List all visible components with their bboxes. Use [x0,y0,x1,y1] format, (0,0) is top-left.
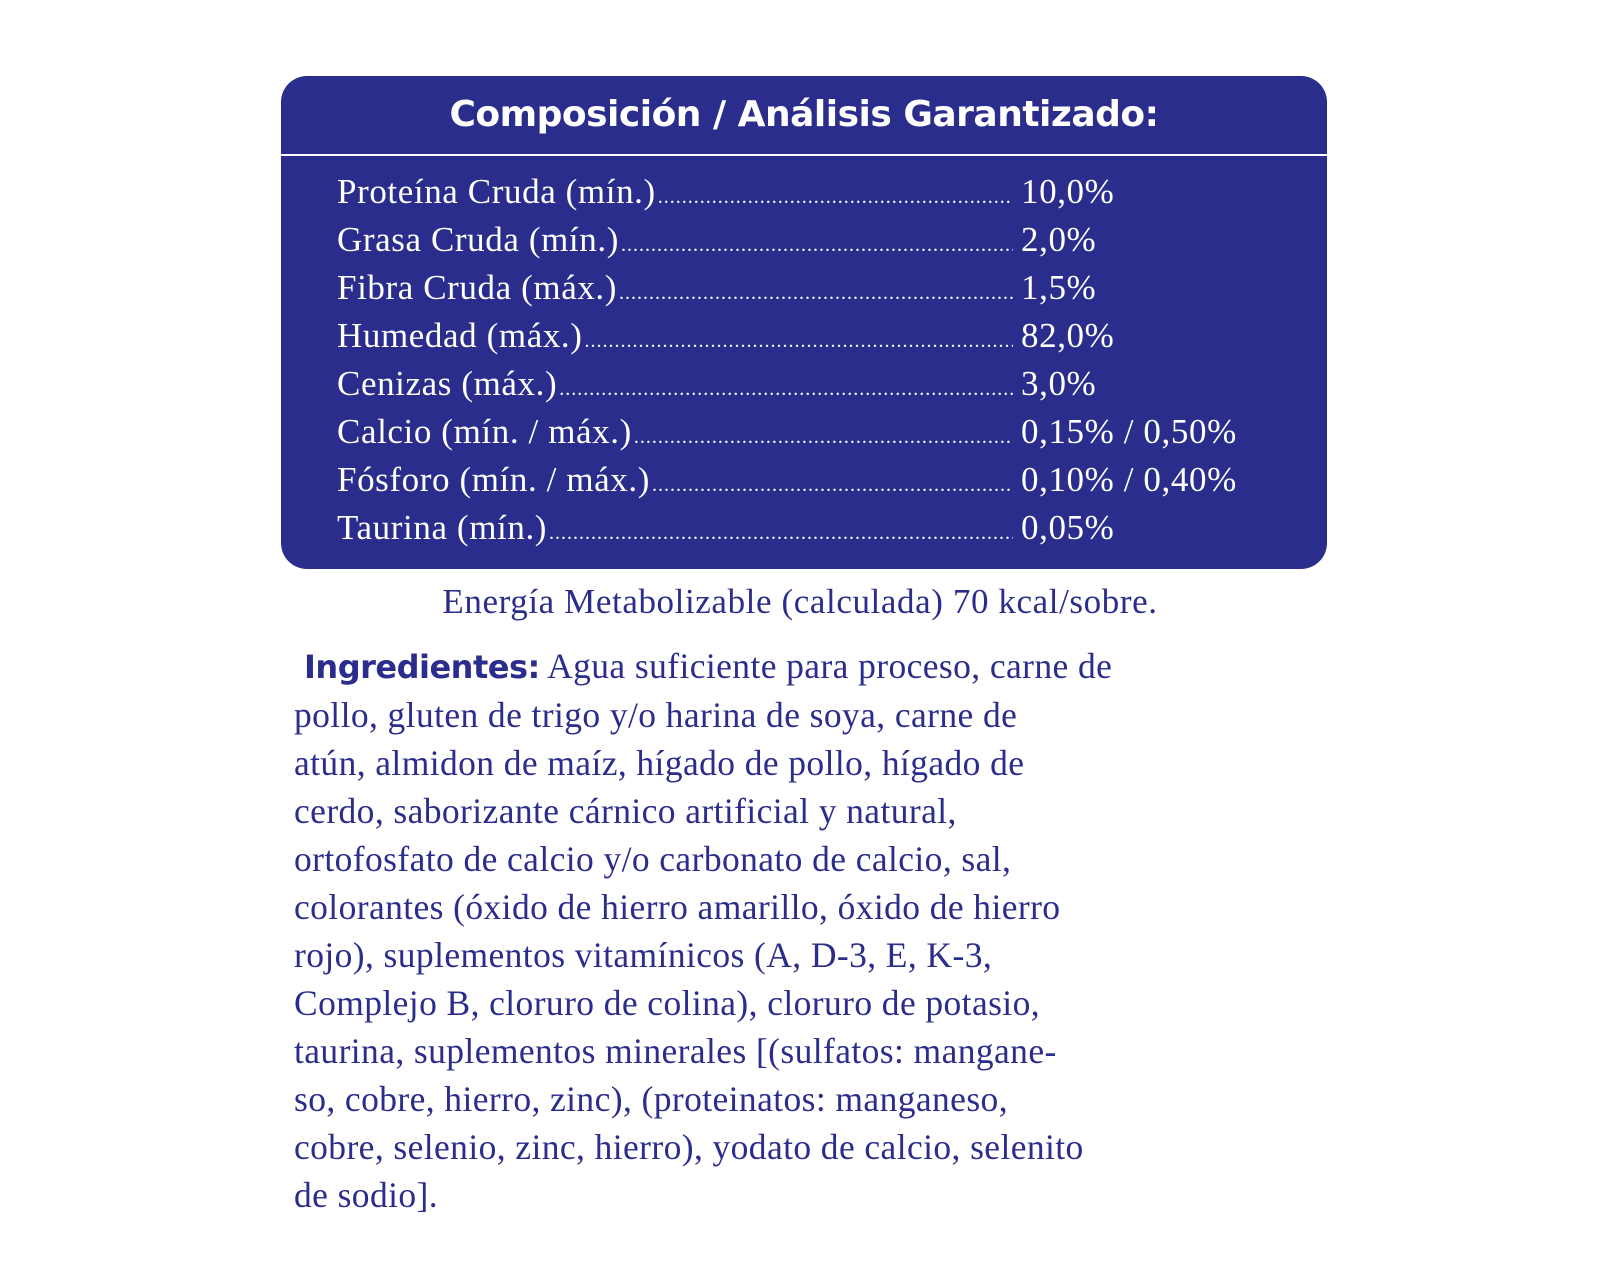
analysis-row-taurine [337,504,1297,552]
analysis-row-fat [337,216,1297,264]
analysis-row-label: Fósforo (mín. / máx.) [337,460,650,499]
ingredients-line: taurina, suplementos minerales [(sulfatos: mangane- [294,1031,1057,1071]
analysis-row-label: Calcio (mín. / máx.) [337,412,632,451]
ingredients-heading: Ingredientes: [304,648,540,686]
ingredients-line [294,642,1334,691]
ingredients-line: cerdo, saborizante cárnico artificial y natural, [294,791,957,831]
dot-leader [549,509,1013,557]
analysis-row-fiber [337,264,1297,312]
analysis-row-value: 0,10% / 0,40% [1021,460,1237,499]
analysis-row-value: 10,0% [1021,172,1115,211]
analysis-row-ash [337,360,1297,408]
ingredients-line: so, cobre, hierro, zinc), (proteinatos: manganeso, [294,1079,1008,1119]
dot-leader [658,173,1013,221]
analysis-row-moisture [337,312,1297,360]
ingredients-line: de sodio]. [294,1175,439,1215]
analysis-row-value: 2,0% [1021,220,1097,259]
analysis-row-protein [337,168,1297,216]
ingredients-line: rojo), suplementos vitamínicos (A, D-3, E, K-3, [294,935,993,975]
ingredients-line: atún, almidon de maíz, hígado de pollo, hígado de [294,743,1025,783]
analysis-rows [337,168,1297,552]
dot-leader [634,413,1013,461]
analysis-title: Composición / Análisis Garantizado: [281,76,1327,156]
dot-leader [559,365,1013,413]
ingredients-text: Agua suficiente para proceso, carne de [539,646,1113,686]
ingredients-line: ortofosfato de calcio y/o carbonato de calcio, sal, [294,839,1012,879]
dot-leader [652,461,1013,509]
analysis-row-phosphorus [337,456,1297,504]
ingredients-line: pollo, gluten de trigo y/o harina de soya, carne de [294,695,1018,735]
analysis-row-value: 1,5% [1021,268,1097,307]
analysis-row-calcium [337,408,1297,456]
metabolizable-energy-text: Energía Metabolizable (calculada) 70 kcal/sobre. [442,582,1158,621]
dot-leader [585,317,1013,365]
dot-leader [621,221,1013,269]
analysis-row-label: Fibra Cruda (máx.) [337,268,618,307]
dot-leader [619,269,1013,317]
analysis-row-value: 0,15% / 0,50% [1021,412,1237,451]
ingredients-line: colorantes (óxido de hierro amarillo, óxido de hierro [294,887,1061,927]
analysis-row-label: Cenizas (máx.) [337,364,558,403]
analysis-row-value: 82,0% [1021,316,1115,355]
guaranteed-analysis-panel [281,76,1327,569]
analysis-row-label: Humedad (máx.) [337,316,583,355]
analysis-row-label: Grasa Cruda (mín.) [337,220,619,259]
ingredients-line: Complejo B, cloruro de colina), cloruro de potasio, [294,983,1041,1023]
analysis-row-value: 3,0% [1021,364,1097,403]
analysis-row-value: 0,05% [1021,508,1115,547]
analysis-row-label: Proteína Cruda (mín.) [337,172,656,211]
ingredients-paragraph [294,642,1334,1219]
analysis-row-label: Taurina (mín.) [337,508,548,547]
ingredients-line: cobre, selenio, zinc, hierro), yodato de calcio, selenito [294,1127,1084,1167]
